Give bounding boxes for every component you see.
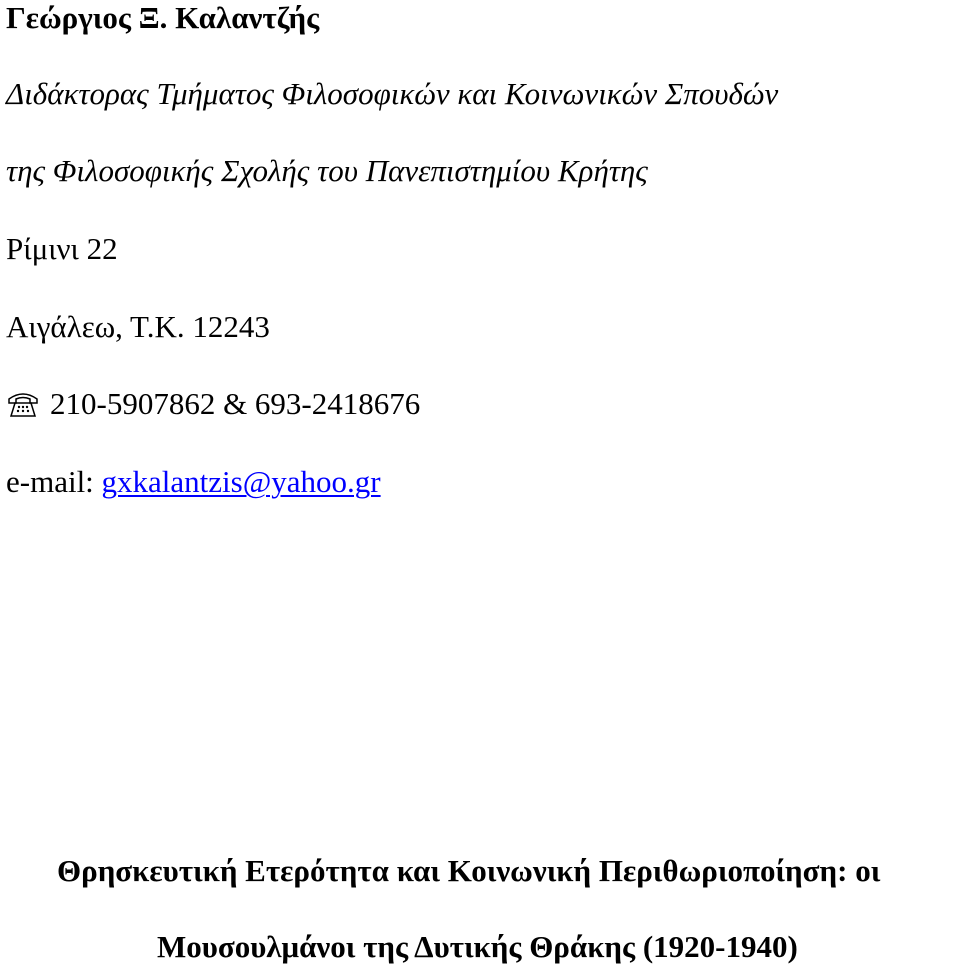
degree-line-1: Διδάκτορας Τμήματος Φιλοσοφικών και Κοινωνικών Σπουδών	[6, 76, 779, 111]
street-address: Ρίμινι 22	[6, 231, 118, 266]
email-line	[6, 464, 381, 500]
title-line-1: Θρησκευτική Ετερότητα και Κοινωνική Περιθωριοποίηση: οι	[57, 853, 881, 888]
email-link[interactable]: gxkalantzis@yahoo.gr	[101, 464, 381, 499]
title-line-2: Μουσουλμάνοι της Δυτικής Θράκης (1920-1940)	[157, 929, 798, 964]
telephone-icon	[6, 390, 40, 418]
email-label: e-mail:	[6, 464, 102, 499]
city-postcode: Αιγάλεω, Τ.Κ. 12243	[6, 309, 270, 344]
author-name: Γεώργιος Ξ. Καλαντζής	[6, 0, 320, 35]
phone-line	[6, 386, 420, 422]
degree-line-2: της Φιλοσοφικής Σχολής του Πανεπιστημίου Κρήτης	[6, 153, 648, 188]
phone-numbers: 210-5907862 & 693-2418676	[50, 386, 421, 421]
